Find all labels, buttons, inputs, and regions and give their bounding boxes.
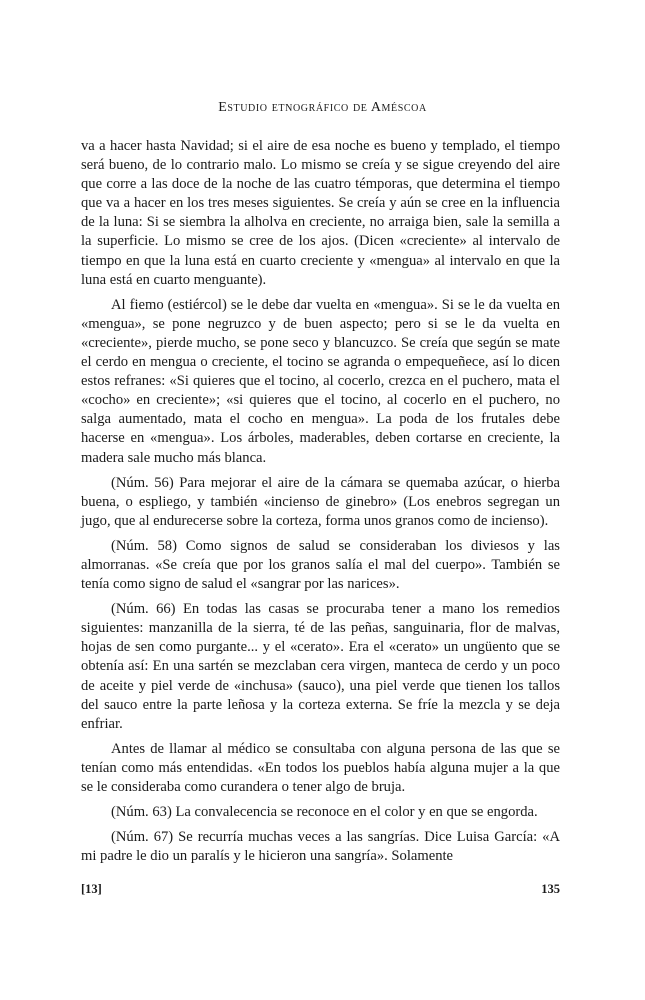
paragraph: Antes de llamar al médico se consultaba con alguna persona de las que se tenían como más entendidas. «En todos los pueblos había alguna mujer a la que se le consideraba como curandera o tener algo de bruja. [81, 740, 560, 795]
running-title: Estudio etnográfico de Améscoa [218, 100, 427, 115]
body-text [81, 137, 560, 872]
page-section-number: [13] [81, 882, 102, 896]
paragraph: (Núm. 63) La convalecencia se reconoce en el color y en que se engorda. [111, 804, 538, 821]
page-number: 135 [541, 882, 560, 896]
paragraph: (Núm. 58) Como signos de salud se consideraban los diviesos y las almorranas. «Se creía que por los granos salía el mal del cuerpo». También se tenía como signo de salud el «sangrar por las narices». [81, 537, 560, 593]
paragraph: (Núm. 67) Se recurría muchas veces a las sangrías. Dice Luisa García: «A mi padre le dio un paralís y le hicieron una sangría». Solamente [81, 829, 560, 865]
paragraph: (Núm. 56) Para mejorar el aire de la cámara se quemaba azúcar, o hierba buena, o espliego, y también «incienso de ginebro» (Los enebros segregan un jugo, que al endurecerse sobre la corteza, forma unos granos como de incienso). [81, 474, 560, 529]
paragraph: (Núm. 66) En todas las casas se procuraba tener a mano los remedios siguientes: manzanilla de la sierra, té de las peñas, sanguinaria, flor de malvas, hojas de sen como purgante... y el «cerato». Era el «cerato» un ungüento que se obtenía así: En una sartén se mezclaban cera virgen, manteca de cerdo y un poco de aceite y piel verde de «inchusa» (sauco), una piel verde que tienen los tallos del sauco entre la parte leñosa y la corteza externa. Se fríe la mezcla y se deja enfriar. [81, 601, 560, 732]
paragraph: Al fiemo (estiércol) se le debe dar vuelta en «mengua». Si se le da vuelta en «mengua», se pone negruzco y de buen aspecto; pero si se le da vuelta en «creciente», pierde mucho, se pone seco y blancuzco. Se creía que según se mate el cerdo en mengua o creciente, el tocino se agranda o empequeñece, así lo dicen estos refranes: «Si quieres que el tocino, al cocerlo, crezca en el puchero, mata el «cocho» en creciente»; «si quieres que el tocino, al cocerlo en el puchero, no salga aumentado, mata el cocho en mengua». La poda de los frutales debe hacerse en «mengua». Los árboles, maderables, deben cortarse en creciente, la madera sale mucho más blanca. [81, 296, 560, 466]
paragraph: va a hacer hasta Navidad; si el aire de esa noche es bueno y templado, el tiempo será bueno, de lo contrario malo. Lo mismo se creía y se sigue creyendo del aire que corre a las doce de la noche de las cuatro témporas, que determina el tiempo que va a hacer en los tres meses siguientes. Se creía y aún se cree en la influencia de la luna: Si se siembra la alholva en creciente, no arraiga bien, sale la semilla a la superficie. Lo mismo se cree de los ajos. (Dicen «creciente» al intervalo de tiempo en que la luna está en cuarto creciente y «mengua» al intervalo en que la luna está en cuarto menguante). [81, 138, 560, 288]
